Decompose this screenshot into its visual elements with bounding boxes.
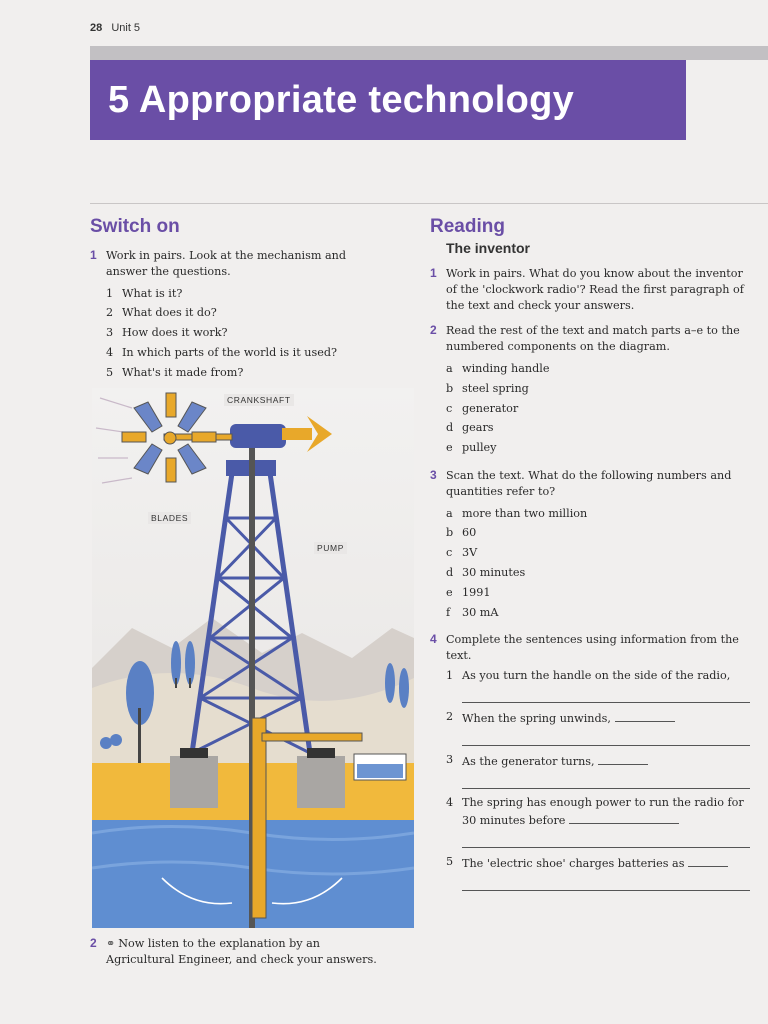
question-list xyxy=(106,284,390,383)
headphones-icon: ⚭ xyxy=(106,937,116,950)
list-item: 3 As the generator turns, xyxy=(446,752,750,789)
running-header xyxy=(90,22,140,34)
task-instruction: Scan the text. What do the following numbers and quantities refer to? xyxy=(446,468,732,498)
task-instruction: Complete the sentences using information from the text. xyxy=(446,633,739,663)
switch-on-section xyxy=(90,216,390,383)
list-item: c generator xyxy=(446,401,519,415)
component-list xyxy=(446,359,750,458)
task-number: 1 xyxy=(90,248,97,262)
reading-task-3 xyxy=(430,468,750,622)
answer-line[interactable] xyxy=(569,811,679,824)
task-number: 4 xyxy=(430,632,437,647)
list-item: c 3V xyxy=(446,546,478,560)
reading-task-2 xyxy=(430,323,750,458)
windmill-illustration xyxy=(92,388,414,928)
task-number: 2 xyxy=(90,936,97,950)
answer-line[interactable] xyxy=(688,854,728,867)
switch-on-heading: Switch on xyxy=(90,216,180,237)
list-item: d 30 minutes xyxy=(446,565,526,579)
reading-section xyxy=(430,216,750,897)
title-strip xyxy=(90,46,768,60)
list-item: 1 What is it? xyxy=(106,286,183,300)
list-item: b 60 xyxy=(446,526,477,540)
quantity-list xyxy=(446,504,750,623)
answer-line[interactable] xyxy=(462,686,750,703)
section-divider xyxy=(90,203,768,204)
answer-line[interactable] xyxy=(462,772,750,789)
task-number: 2 xyxy=(430,323,437,338)
list-item: 1 As you turn the handle on the side of the radio, xyxy=(446,668,750,703)
pump-label: PUMP xyxy=(314,542,347,554)
reading-subheading: The inventor xyxy=(446,240,531,256)
answer-line[interactable] xyxy=(462,729,750,746)
list-item: 5 The 'electric shoe' charges batteries as xyxy=(446,854,750,891)
answer-line[interactable] xyxy=(462,831,750,848)
list-item: 2 What does it do? xyxy=(106,306,217,320)
task-number: 3 xyxy=(430,467,437,482)
blades-label: BLADES xyxy=(148,512,191,524)
task-instruction: Read the rest of the text and match parts a–e to the numbered components on the diagram. xyxy=(446,324,740,354)
list-item: 3 How does it work? xyxy=(106,326,228,340)
list-item: 2 When the spring unwinds, xyxy=(446,709,750,746)
answer-line[interactable] xyxy=(462,874,750,891)
page-number: 28 xyxy=(90,22,103,34)
answer-line[interactable] xyxy=(615,709,675,722)
list-item: 5 What's it made from? xyxy=(106,365,244,379)
task-number: 1 xyxy=(430,266,437,280)
task-instruction: Work in pairs. Look at the mechanism and answer the questions. xyxy=(106,249,347,278)
list-item: 4 In which parts of the world is it used? xyxy=(106,345,338,359)
sentence-list xyxy=(446,668,750,891)
switch-on-task-1 xyxy=(90,248,390,383)
switch-on-task-2 xyxy=(90,936,390,968)
task-instruction: Now listen to the explanation by an Agricultural Engineer, and check your answers. xyxy=(106,937,377,966)
reading-task-4 xyxy=(430,632,750,891)
unit-label: Unit 5 xyxy=(111,22,141,34)
crankshaft-label: CRANKSHAFT xyxy=(224,394,294,406)
answer-line[interactable] xyxy=(598,752,648,765)
windmill-pump-drawing xyxy=(92,388,414,928)
list-item: e 1991 xyxy=(446,585,491,599)
list-item: 4 The spring has enough power to run the radio for 30 minutes before xyxy=(446,795,750,848)
list-item: a more than two million xyxy=(446,506,588,520)
list-item: e pulley xyxy=(446,441,497,455)
list-item: b steel spring xyxy=(446,381,529,395)
reading-heading: Reading xyxy=(430,216,505,237)
list-item: a winding handle xyxy=(446,361,550,375)
reading-task-1 xyxy=(430,266,750,313)
list-item: d gears xyxy=(446,421,494,435)
unit-title: 5 Appropriate technology xyxy=(90,60,686,140)
list-item: f 30 mA xyxy=(446,605,499,619)
task-instruction: Work in pairs. What do you know about the inventor of the 'clockwork radio'? Read the first paragraph of the text and check your answers. xyxy=(446,267,744,312)
